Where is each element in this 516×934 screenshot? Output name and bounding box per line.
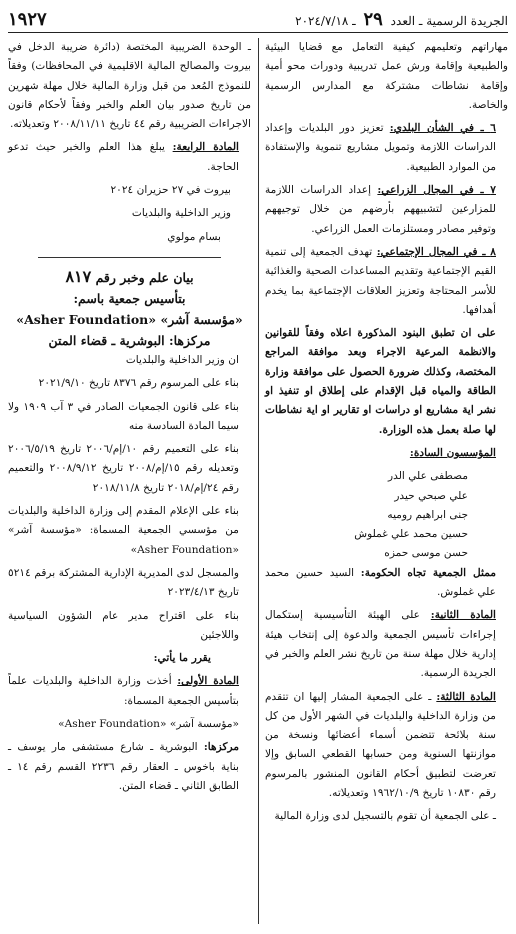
announcement-title: بيان علم وخبر رقم ٨١٧ <box>65 266 194 286</box>
gazette-title: الجريدة الرسمية ـ العدد <box>390 13 508 28</box>
section-separator <box>38 257 221 258</box>
header-gazette-info <box>295 9 508 30</box>
paragraph: ـ على الجمعية أن تقوم بالتسجيل لدى وزارة المالية <box>274 810 496 823</box>
paragraph: ٦ ـ في الشأن البلدي: تعزيز دور البلديات وإعداد الدراسات اللازمة وتمويل مشاريع تنموية والإستفادة من الموارد الطبيعية. <box>265 122 496 173</box>
signature-name: بسام مولوي <box>167 230 221 243</box>
intro: ان وزير الداخلية والبلديات <box>125 353 239 366</box>
left-column <box>8 38 251 800</box>
announcement-subtitle: بتأسيس جمعية باسم: <box>73 290 186 306</box>
signature-place-date: بيروت في ٢٧ حزيران ٢٠٢٤ <box>110 184 231 197</box>
founders-list <box>265 467 508 563</box>
issue-number: ٢٩ <box>363 8 383 30</box>
recital: بناء على التعميم رقم ١٠/إم/٢٠٠٦ تاريخ ٢٠٠٦/٥/١٩ وتعديله رقم ١٥/إم/٢٠٠٨ تاريخ ٢٠٠٨/٩/١٢ والتعميم رقم ٢٤/إم/٢٠١٨ تاريخ ٢٠١٨/١١/٨ <box>8 443 239 494</box>
page-number: ١٩٢٧ <box>8 8 47 30</box>
recital: بناء على المرسوم رقم ٨٣٧٦ تاريخ ٢٠٢١/٩/١٠ <box>38 377 239 390</box>
founder-name: مصطفى علي الدر <box>388 470 468 483</box>
recital: بناء على قانون الجمعيات الصادر في ٣ آب ١٩٠٩ ولا سيما المادة السادسة منه <box>8 400 239 432</box>
article-1-name: «مؤسسة آشر» «Asher Foundation» <box>58 718 239 731</box>
association-name: «مؤسسة آشر» «Asher Foundation» <box>16 311 243 327</box>
page-header <box>8 6 508 33</box>
representative: ممثل الجمعية تجاه الحكومة: السيد حسين محمد علي غملوش. <box>265 566 496 599</box>
association-hq: مركزها: البوشرية ـ قضاء المتن <box>48 332 211 348</box>
paragraph: ـ الوحدة الضريبية المختصة (دائرة ضريبة الدخل في بيروت والمصالح المالية الاقليمية في المحافظات) وفقاً للنموذج المُعد من قبل وزارة المالية خلال مهلة شهرين من تاريخ صدور بيان العلم والخبر وفقاً لأحكام قانون الاجراءات الضريبية رقم ٤٤ تاريخ ٢٠٠٨/١١/١١ وتعديلاته. <box>8 41 251 131</box>
signature-title: وزير الداخلية والبلديات <box>131 207 231 220</box>
headquarters: مركزها: البوشرية ـ شارع مستشفى مار يوسف ـ بناية باخوس ـ العقار رقم ٢٢٣٦ القسم رقم ١٤ ـ الطابق الثاني ـ قضاء المتن. <box>8 741 240 792</box>
conditions-paragraph: على ان تطبق البنود المذكورة اعلاه وفقاً للقوانين والانظمة المرعية الاجراء وبعد موافقة المراجع المختصة، وكذلك ضرورة الحصول على موافقة وزارة الطاقة والمياه قبل الإقدام على إطلاق او تنفيذ او نشر اية مشاريع او دراسات او تقارير او اية نشاطات لها صلة بعمل هذه الوزارة. <box>265 327 496 436</box>
founder-name: حسن موسى حمزه <box>384 547 468 560</box>
article-3: المادة الثالثة: ـ على الجمعية المشار إليها ان تتقدم من وزارة الداخلية والبلديات في الشهر الأول من كل سنة بلائحة تتضمن أسماء أعضائها ونسخة من موازنتها السنوية ومن حسابها القطعي السابق وإلا تعرضت لتطبيق أحكام القانون المنشور بالمرسوم رقم ١٠٨٣٠ تاريخ ١٩٦٢/١٠/٩ وتعديلاته. <box>265 690 496 799</box>
recital: والمسجل لدى المديرية الإدارية المشتركة برقم ٥٢١٤ تاريخ ٢٠٢٣/٤/١٣ <box>8 566 239 599</box>
right-column <box>265 38 508 831</box>
founder-name: جنى ابراهيم روميه <box>387 508 468 521</box>
recital: بناء على الإعلام المقدم إلى وزارة الداخلية والبلديات من مؤسسي الجمعية المسماة: «مؤسسة آشر» «Asher Foundation» <box>8 505 239 556</box>
founder-name: علي صبحي حيدر <box>394 489 468 502</box>
paragraph: ٨ ـ في المجال الإجتماعي: تهدف الجمعية إلى تنمية القيم الإجتماعية وتقديم المساعدات الصحية والغذائية للأسر المحتاجة وتعزيز العلاقات الإجتماعية بما يخدم أهدافها. <box>265 245 496 316</box>
column-divider <box>258 38 259 924</box>
decides-heading: يقرر ما يأتي: <box>153 652 211 665</box>
issue-date: ـ ٢٠٢٤/٧/١٨ <box>295 13 356 28</box>
founders-label: المؤسسون السادة: <box>409 446 496 459</box>
paragraph: مهاراتهم وتعليمهم كيفية التعامل مع قضايا البيئية والطبيعية وإقامة ورش عمل تدريبية ودورات محو أمية وإقامة نشاطات مشتركة مع المدارس الرسمية والخاصة. <box>265 41 508 111</box>
article-1: المادة الأولى: أخذت وزارة الداخلية والبلديات علماً بتأسيس الجمعية المسماة: <box>8 675 239 707</box>
recital: بناء على اقتراح مدير عام الشؤون السياسية واللاجئين <box>8 609 239 641</box>
article-2: المادة الثانية: على الهيئة التأسيسية إستكمال إجراءات تأسيس الجمعية والدعوة إلى إنتخاب هيئة إدارية خلال مهلة سنة من تاريخ نشر العلم والخبر في الجريدة الرسمية. <box>265 609 496 680</box>
article-4: المادة الرابعة: يبلغ هذا العلم والخبر حيث تدعو الحاجة. <box>8 141 239 173</box>
paragraph: ٧ ـ في المجال الزراعي: إعداد الدراسات اللازمة للمزارعين لتشبيههم بأرضهم من خلال توجيههم وتوفير مصادر ومستلزمات العمل الزراعي. <box>265 184 496 235</box>
founder-name: حسين محمد علي غملوش <box>354 528 468 541</box>
